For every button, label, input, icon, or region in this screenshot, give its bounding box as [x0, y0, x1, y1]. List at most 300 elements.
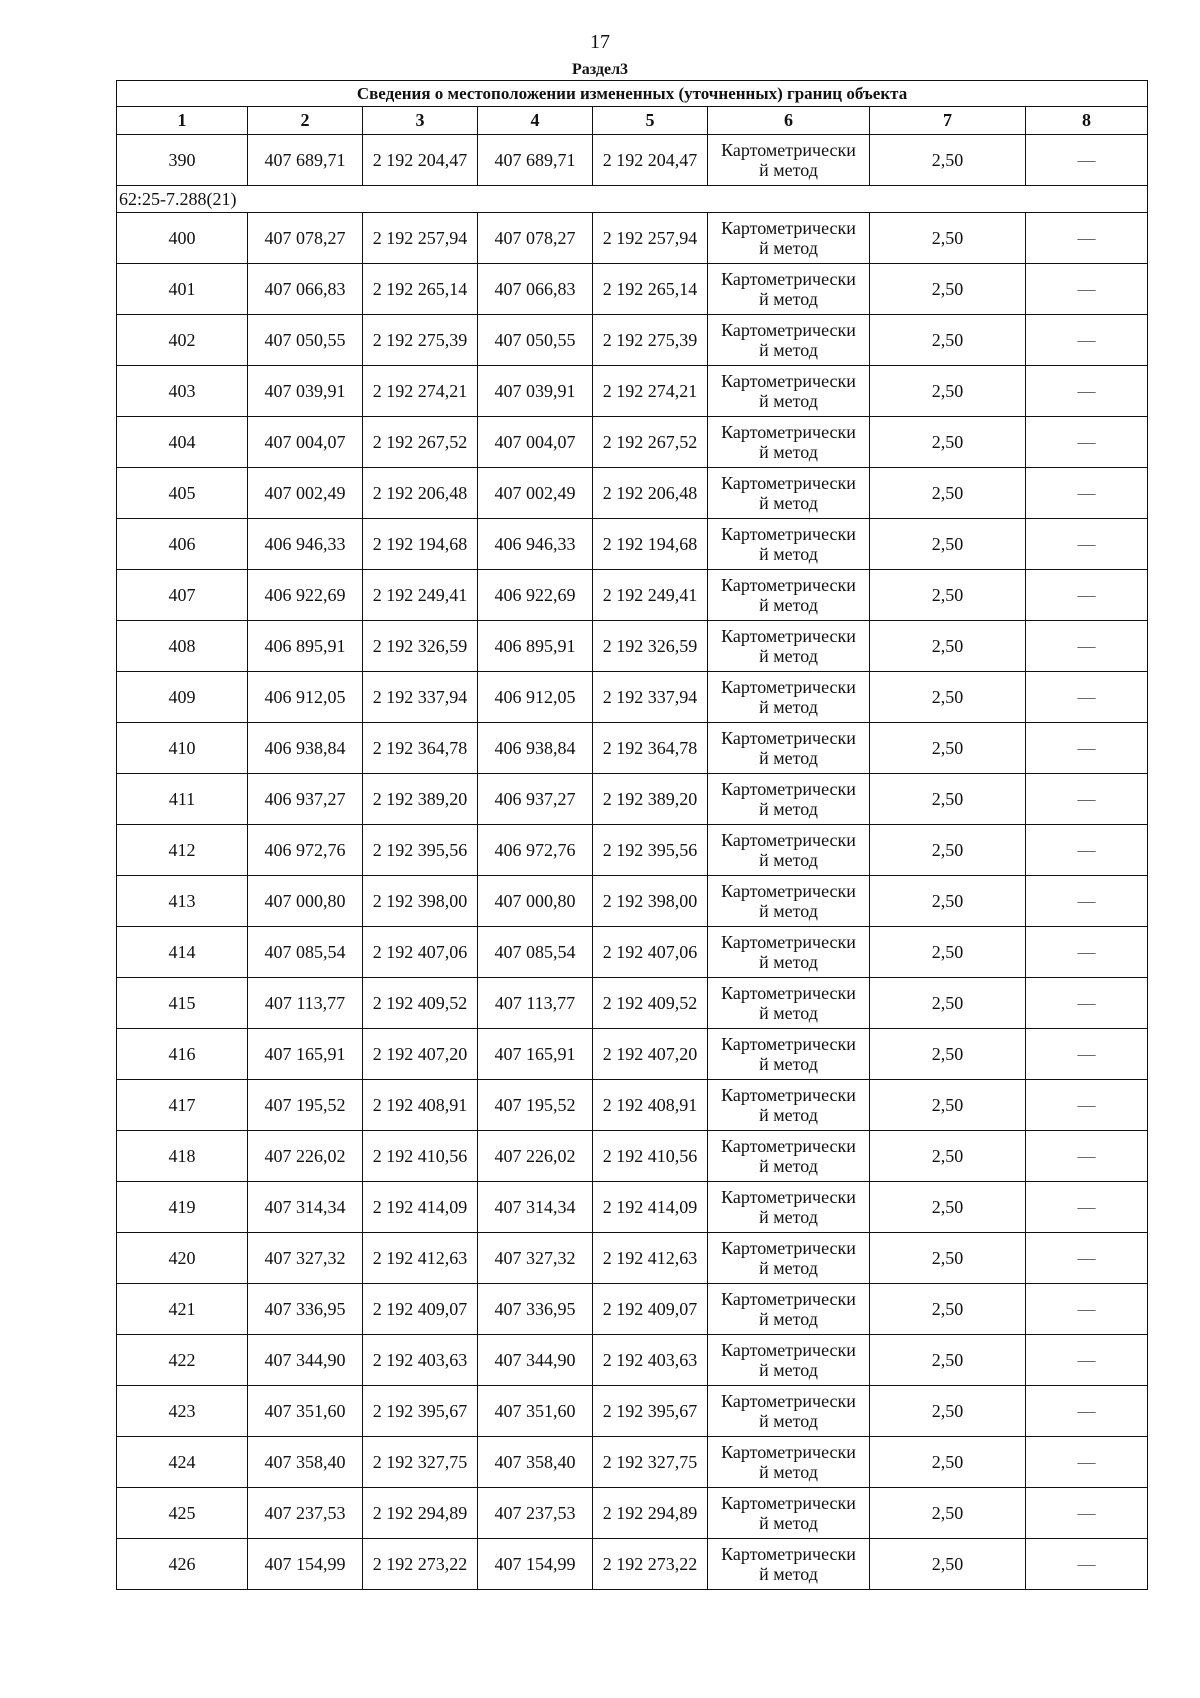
method-line-2: й метод [759, 340, 818, 360]
column-header: 1 [117, 107, 248, 135]
coord-x: 407 039,91 [248, 366, 363, 417]
method-cell [708, 417, 870, 468]
table-row [117, 417, 1148, 468]
dash-cell: — [1026, 366, 1148, 417]
group-label: 62:25-7.288(21) [117, 186, 1148, 213]
coord-y-new: 2 192 364,78 [593, 723, 708, 774]
coord-x: 407 226,02 [248, 1131, 363, 1182]
method-cell [708, 1029, 870, 1080]
dash-cell: — [1026, 1029, 1148, 1080]
table-row [117, 1539, 1148, 1590]
method-line-2: й метод [759, 646, 818, 666]
point-number: 405 [117, 468, 248, 519]
table-row [117, 1131, 1148, 1182]
method-line-2: й метод [759, 442, 818, 462]
precision-cell: 2,50 [870, 723, 1026, 774]
coord-x-new: 407 314,34 [478, 1182, 593, 1233]
table-row [117, 1335, 1148, 1386]
coord-x-new: 407 000,80 [478, 876, 593, 927]
method-line-1: Картометрически [721, 1493, 856, 1513]
table-row [117, 1284, 1148, 1335]
method-line-1: Картометрически [721, 575, 856, 595]
coord-x-new: 407 004,07 [478, 417, 593, 468]
coord-y-new: 2 192 274,21 [593, 366, 708, 417]
precision-cell: 2,50 [870, 264, 1026, 315]
point-number: 401 [117, 264, 248, 315]
dash-cell: — [1026, 876, 1148, 927]
column-header: 8 [1026, 107, 1148, 135]
table-caption: Сведения о местоположении измененных (уточненных) границ объекта [117, 81, 1148, 107]
table-row [117, 723, 1148, 774]
method-line-1: Картометрически [721, 320, 856, 340]
method-line-1: Картометрически [721, 677, 856, 697]
table-row [117, 978, 1148, 1029]
method-line-1: Картометрически [721, 140, 856, 160]
method-line-2: й метод [759, 1462, 818, 1482]
method-cell [708, 1335, 870, 1386]
coord-y-new: 2 192 275,39 [593, 315, 708, 366]
coord-y-new: 2 192 409,07 [593, 1284, 708, 1335]
method-line-1: Картометрически [721, 932, 856, 952]
precision-cell: 2,50 [870, 774, 1026, 825]
method-cell [708, 927, 870, 978]
point-number: 390 [117, 135, 248, 186]
coord-y-new: 2 192 265,14 [593, 264, 708, 315]
method-cell [708, 1233, 870, 1284]
coord-y: 2 192 408,91 [363, 1080, 478, 1131]
coord-x-new: 407 351,60 [478, 1386, 593, 1437]
coord-x: 406 895,91 [248, 621, 363, 672]
coord-y: 2 192 398,00 [363, 876, 478, 927]
point-number: 407 [117, 570, 248, 621]
coord-y: 2 192 249,41 [363, 570, 478, 621]
coord-y-new: 2 192 327,75 [593, 1437, 708, 1488]
table-header-row [117, 107, 1148, 135]
dash-cell: — [1026, 825, 1148, 876]
precision-cell: 2,50 [870, 1539, 1026, 1590]
coord-x-new: 406 946,33 [478, 519, 593, 570]
coord-y: 2 192 275,39 [363, 315, 478, 366]
coord-x: 407 004,07 [248, 417, 363, 468]
method-cell [708, 1488, 870, 1539]
coord-y-new: 2 192 407,20 [593, 1029, 708, 1080]
point-number: 417 [117, 1080, 248, 1131]
coord-y-new: 2 192 410,56 [593, 1131, 708, 1182]
coord-y-new: 2 192 407,06 [593, 927, 708, 978]
dash-cell: — [1026, 468, 1148, 519]
table-row [117, 519, 1148, 570]
method-cell [708, 825, 870, 876]
column-header: 2 [248, 107, 363, 135]
coord-x-new: 407 689,71 [478, 135, 593, 186]
table-row [117, 366, 1148, 417]
table-row [117, 135, 1148, 186]
coord-x: 407 085,54 [248, 927, 363, 978]
method-cell [708, 570, 870, 621]
point-number: 426 [117, 1539, 248, 1590]
coord-x: 406 937,27 [248, 774, 363, 825]
coord-x: 407 113,77 [248, 978, 363, 1029]
table-row [117, 570, 1148, 621]
coord-x: 407 327,32 [248, 1233, 363, 1284]
dash-cell: — [1026, 1233, 1148, 1284]
method-line-2: й метод [759, 1207, 818, 1227]
method-cell [708, 519, 870, 570]
coord-x-new: 407 358,40 [478, 1437, 593, 1488]
coord-x: 407 336,95 [248, 1284, 363, 1335]
coord-x-new: 406 912,05 [478, 672, 593, 723]
dash-cell: — [1026, 621, 1148, 672]
dash-cell: — [1026, 1335, 1148, 1386]
dash-cell: — [1026, 774, 1148, 825]
method-cell [708, 366, 870, 417]
dash-cell: — [1026, 519, 1148, 570]
precision-cell: 2,50 [870, 1284, 1026, 1335]
coord-y: 2 192 194,68 [363, 519, 478, 570]
point-number: 416 [117, 1029, 248, 1080]
coord-x-new: 407 078,27 [478, 213, 593, 264]
coord-y: 2 192 403,63 [363, 1335, 478, 1386]
coord-y-new: 2 192 249,41 [593, 570, 708, 621]
table-row [117, 1386, 1148, 1437]
coord-x-new: 407 066,83 [478, 264, 593, 315]
method-line-2: й метод [759, 1360, 818, 1380]
method-cell [708, 1386, 870, 1437]
table-row [117, 264, 1148, 315]
method-line-1: Картометрически [721, 1340, 856, 1360]
precision-cell: 2,50 [870, 1080, 1026, 1131]
coord-x: 406 938,84 [248, 723, 363, 774]
table-row [117, 1182, 1148, 1233]
coord-y-new: 2 192 395,67 [593, 1386, 708, 1437]
method-cell [708, 264, 870, 315]
precision-cell: 2,50 [870, 1488, 1026, 1539]
coord-y: 2 192 409,52 [363, 978, 478, 1029]
coord-y: 2 192 410,56 [363, 1131, 478, 1182]
precision-cell: 2,50 [870, 213, 1026, 264]
method-cell [708, 1539, 870, 1590]
precision-cell: 2,50 [870, 927, 1026, 978]
table-row [117, 1488, 1148, 1539]
coord-y-new: 2 192 194,68 [593, 519, 708, 570]
coord-x: 406 922,69 [248, 570, 363, 621]
coord-x: 407 066,83 [248, 264, 363, 315]
dash-cell: — [1026, 1488, 1148, 1539]
method-line-2: й метод [759, 1258, 818, 1278]
precision-cell: 2,50 [870, 978, 1026, 1029]
method-cell [708, 978, 870, 1029]
coord-x: 407 195,52 [248, 1080, 363, 1131]
precision-cell: 2,50 [870, 1182, 1026, 1233]
coord-x: 407 344,90 [248, 1335, 363, 1386]
coord-y: 2 192 409,07 [363, 1284, 478, 1335]
point-number: 404 [117, 417, 248, 468]
coord-x: 406 972,76 [248, 825, 363, 876]
coord-x: 407 689,71 [248, 135, 363, 186]
point-number: 421 [117, 1284, 248, 1335]
precision-cell: 2,50 [870, 672, 1026, 723]
table-row [117, 1437, 1148, 1488]
method-line-1: Картометрически [721, 1289, 856, 1309]
coord-y-new: 2 192 395,56 [593, 825, 708, 876]
method-cell [708, 1284, 870, 1335]
method-line-2: й метод [759, 238, 818, 258]
method-line-1: Картометрически [721, 728, 856, 748]
point-number: 414 [117, 927, 248, 978]
point-number: 402 [117, 315, 248, 366]
coord-y-new: 2 192 326,59 [593, 621, 708, 672]
point-number: 411 [117, 774, 248, 825]
point-number: 424 [117, 1437, 248, 1488]
coord-y-new: 2 192 408,91 [593, 1080, 708, 1131]
precision-cell: 2,50 [870, 621, 1026, 672]
coord-y-new: 2 192 403,63 [593, 1335, 708, 1386]
coord-y: 2 192 395,56 [363, 825, 478, 876]
method-line-2: й метод [759, 493, 818, 513]
coord-y: 2 192 395,67 [363, 1386, 478, 1437]
method-line-1: Картометрически [721, 1187, 856, 1207]
coord-x-new: 406 922,69 [478, 570, 593, 621]
table-row [117, 876, 1148, 927]
precision-cell: 2,50 [870, 417, 1026, 468]
coord-x: 406 912,05 [248, 672, 363, 723]
precision-cell: 2,50 [870, 570, 1026, 621]
dash-cell: — [1026, 570, 1148, 621]
method-line-2: й метод [759, 901, 818, 921]
coord-y-new: 2 192 204,47 [593, 135, 708, 186]
dash-cell: — [1026, 417, 1148, 468]
method-line-1: Картометрически [721, 1136, 856, 1156]
method-line-2: й метод [759, 799, 818, 819]
point-number: 418 [117, 1131, 248, 1182]
group-row [117, 186, 1148, 213]
dash-cell: — [1026, 672, 1148, 723]
coord-x: 407 165,91 [248, 1029, 363, 1080]
section-title: Раздел3 [571, 61, 629, 78]
precision-cell: 2,50 [870, 1029, 1026, 1080]
method-cell [708, 672, 870, 723]
dash-cell: — [1026, 723, 1148, 774]
dash-cell: — [1026, 1284, 1148, 1335]
method-line-1: Картометрически [721, 983, 856, 1003]
coord-x-new: 407 336,95 [478, 1284, 593, 1335]
point-number: 422 [117, 1335, 248, 1386]
method-cell [708, 1437, 870, 1488]
point-number: 406 [117, 519, 248, 570]
dash-cell: — [1026, 978, 1148, 1029]
method-line-2: й метод [759, 160, 818, 180]
method-line-2: й метод [759, 1564, 818, 1584]
method-cell [708, 315, 870, 366]
method-line-2: й метод [759, 697, 818, 717]
coord-x-new: 406 972,76 [478, 825, 593, 876]
coord-x-new: 407 050,55 [478, 315, 593, 366]
method-line-2: й метод [759, 1003, 818, 1023]
coord-y-new: 2 192 294,89 [593, 1488, 708, 1539]
coord-y-new: 2 192 267,52 [593, 417, 708, 468]
method-line-2: й метод [759, 952, 818, 972]
method-line-1: Картометрически [721, 1238, 856, 1258]
coord-y: 2 192 364,78 [363, 723, 478, 774]
coord-x: 407 078,27 [248, 213, 363, 264]
point-number: 423 [117, 1386, 248, 1437]
method-line-1: Картометрически [721, 371, 856, 391]
coord-x: 407 237,53 [248, 1488, 363, 1539]
method-line-1: Картометрически [721, 473, 856, 493]
method-line-1: Картометрически [721, 779, 856, 799]
table-row [117, 213, 1148, 264]
coord-x-new: 406 937,27 [478, 774, 593, 825]
coord-x-new: 407 039,91 [478, 366, 593, 417]
coord-x-new: 407 085,54 [478, 927, 593, 978]
method-line-2: й метод [759, 1411, 818, 1431]
method-line-1: Картометрически [721, 881, 856, 901]
method-cell [708, 213, 870, 264]
point-number: 412 [117, 825, 248, 876]
page-number: 17 [590, 31, 610, 53]
precision-cell: 2,50 [870, 366, 1026, 417]
coord-y: 2 192 274,21 [363, 366, 478, 417]
coord-y-new: 2 192 412,63 [593, 1233, 708, 1284]
table-row [117, 315, 1148, 366]
coord-y: 2 192 273,22 [363, 1539, 478, 1590]
dash-cell: — [1026, 1437, 1148, 1488]
coord-y: 2 192 407,20 [363, 1029, 478, 1080]
precision-cell: 2,50 [870, 876, 1026, 927]
method-cell [708, 468, 870, 519]
method-line-2: й метод [759, 1156, 818, 1176]
method-line-2: й метод [759, 1513, 818, 1533]
method-line-1: Картометрически [721, 1442, 856, 1462]
method-line-2: й метод [759, 595, 818, 615]
method-line-2: й метод [759, 1054, 818, 1074]
coord-y-new: 2 192 398,00 [593, 876, 708, 927]
method-line-1: Картометрически [721, 830, 856, 850]
method-line-2: й метод [759, 850, 818, 870]
method-line-2: й метод [759, 1105, 818, 1125]
precision-cell: 2,50 [870, 1437, 1026, 1488]
method-cell [708, 1182, 870, 1233]
method-line-1: Картометрически [721, 1085, 856, 1105]
dash-cell: — [1026, 1386, 1148, 1437]
table-row [117, 468, 1148, 519]
coord-x-new: 407 226,02 [478, 1131, 593, 1182]
coord-x-new: 407 154,99 [478, 1539, 593, 1590]
coord-y: 2 192 206,48 [363, 468, 478, 519]
coord-x-new: 407 327,32 [478, 1233, 593, 1284]
precision-cell: 2,50 [870, 1233, 1026, 1284]
table-caption-row [117, 81, 1148, 107]
coord-y: 2 192 389,20 [363, 774, 478, 825]
method-line-1: Картометрически [721, 1034, 856, 1054]
column-header: 6 [708, 107, 870, 135]
coord-y: 2 192 257,94 [363, 213, 478, 264]
method-cell [708, 1131, 870, 1182]
precision-cell: 2,50 [870, 1335, 1026, 1386]
coordinates-table [116, 80, 1148, 1590]
method-line-2: й метод [759, 391, 818, 411]
precision-cell: 2,50 [870, 315, 1026, 366]
coord-x-new: 407 002,49 [478, 468, 593, 519]
coord-y: 2 192 267,52 [363, 417, 478, 468]
method-cell [708, 774, 870, 825]
table-row [117, 1080, 1148, 1131]
coord-x: 407 314,34 [248, 1182, 363, 1233]
coord-y: 2 192 204,47 [363, 135, 478, 186]
method-line-1: Картометрически [721, 1391, 856, 1411]
coord-y: 2 192 407,06 [363, 927, 478, 978]
point-number: 400 [117, 213, 248, 264]
point-number: 425 [117, 1488, 248, 1539]
dash-cell: — [1026, 1131, 1148, 1182]
coord-x: 407 002,49 [248, 468, 363, 519]
method-line-2: й метод [759, 1309, 818, 1329]
coord-y: 2 192 326,59 [363, 621, 478, 672]
dash-cell: — [1026, 135, 1148, 186]
method-line-2: й метод [759, 748, 818, 768]
table-row [117, 672, 1148, 723]
table-row [117, 621, 1148, 672]
coord-x: 407 154,99 [248, 1539, 363, 1590]
coord-x-new: 406 938,84 [478, 723, 593, 774]
dash-cell: — [1026, 213, 1148, 264]
dash-cell: — [1026, 315, 1148, 366]
coord-x-new: 407 113,77 [478, 978, 593, 1029]
point-number: 403 [117, 366, 248, 417]
column-header: 3 [363, 107, 478, 135]
method-line-1: Картометрически [721, 626, 856, 646]
point-number: 419 [117, 1182, 248, 1233]
coord-y-new: 2 192 257,94 [593, 213, 708, 264]
precision-cell: 2,50 [870, 825, 1026, 876]
coord-y-new: 2 192 409,52 [593, 978, 708, 1029]
coord-y-new: 2 192 273,22 [593, 1539, 708, 1590]
dash-cell: — [1026, 1080, 1148, 1131]
coord-x: 407 351,60 [248, 1386, 363, 1437]
coord-x-new: 407 237,53 [478, 1488, 593, 1539]
method-cell [708, 135, 870, 186]
point-number: 413 [117, 876, 248, 927]
method-line-1: Картометрически [721, 269, 856, 289]
method-cell [708, 621, 870, 672]
dash-cell: — [1026, 264, 1148, 315]
precision-cell: 2,50 [870, 1386, 1026, 1437]
method-line-1: Картометрически [721, 1544, 856, 1564]
table-body [117, 81, 1148, 1590]
precision-cell: 2,50 [870, 1131, 1026, 1182]
column-header: 5 [593, 107, 708, 135]
table-row [117, 825, 1148, 876]
method-line-2: й метод [759, 289, 818, 309]
coord-y: 2 192 265,14 [363, 264, 478, 315]
method-line-1: Картометрически [721, 218, 856, 238]
coord-x-new: 407 195,52 [478, 1080, 593, 1131]
coord-y: 2 192 412,63 [363, 1233, 478, 1284]
coord-y: 2 192 414,09 [363, 1182, 478, 1233]
dash-cell: — [1026, 1539, 1148, 1590]
coord-y-new: 2 192 414,09 [593, 1182, 708, 1233]
point-number: 420 [117, 1233, 248, 1284]
coord-x: 407 050,55 [248, 315, 363, 366]
point-number: 408 [117, 621, 248, 672]
point-number: 415 [117, 978, 248, 1029]
coord-x: 406 946,33 [248, 519, 363, 570]
coord-y-new: 2 192 337,94 [593, 672, 708, 723]
coord-x-new: 407 165,91 [478, 1029, 593, 1080]
method-line-2: й метод [759, 544, 818, 564]
table-row [117, 774, 1148, 825]
coord-x: 407 000,80 [248, 876, 363, 927]
